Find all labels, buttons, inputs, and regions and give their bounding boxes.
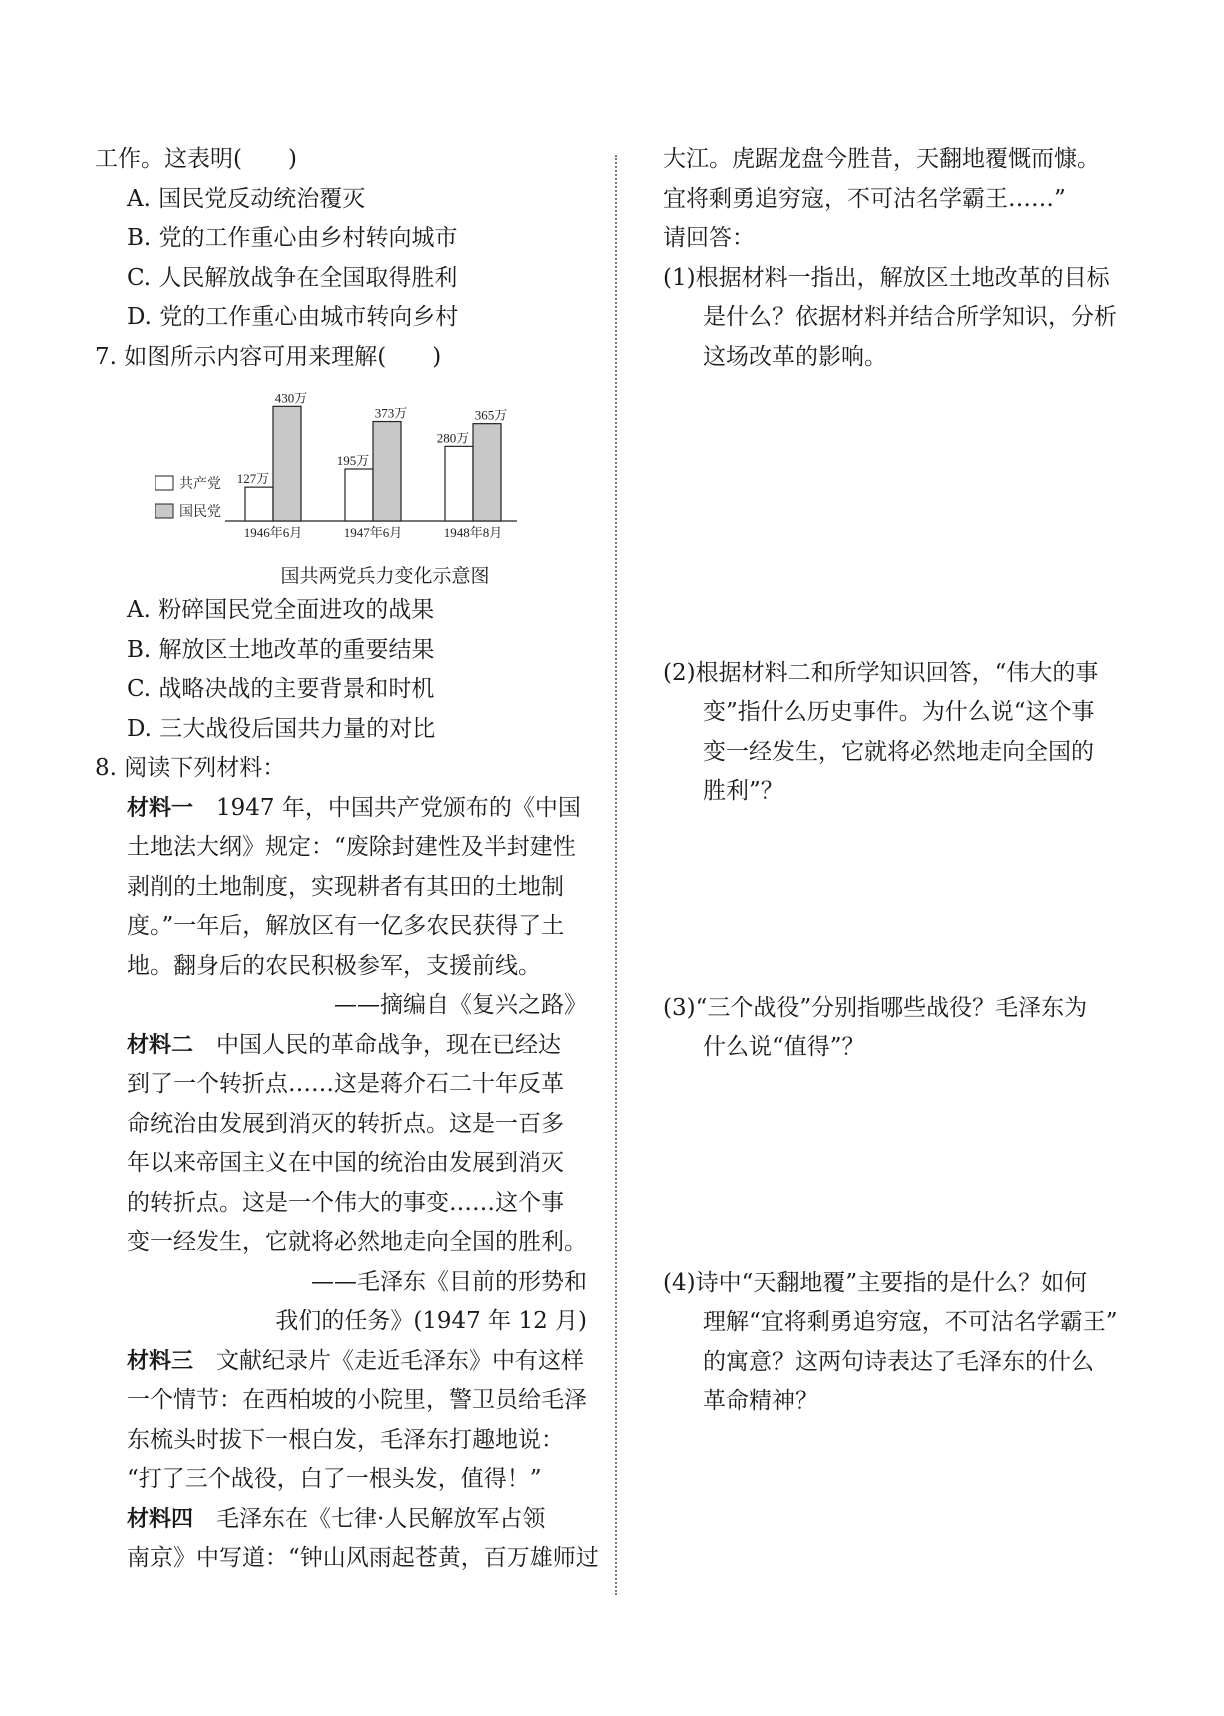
subquestion-4	[663, 1264, 1133, 1422]
material-2-line: 中国人民的革命战争，现在已经达	[193, 1031, 562, 1058]
subquestion-2	[663, 654, 1133, 989]
troop-chart	[155, 381, 675, 591]
material-1-first-line	[95, 789, 595, 829]
subquestion-line: 什么说“值得”？	[703, 1034, 865, 1060]
material-3-line: 一个情节：在西柏坡的小院里，警卫员给毛泽	[127, 1387, 587, 1413]
material-2-source: ——毛泽东《目前的形势和	[311, 1268, 587, 1295]
q7-option-d: D. 三大战役后国共力量的对比	[127, 715, 436, 742]
subquestion-line: (3)“三个战役”分别指哪些战役？毛泽东为	[663, 994, 1088, 1021]
material-3-label: 材料三	[127, 1348, 194, 1374]
data-label: 373万	[374, 405, 408, 421]
subquestion-line: 是什么？依据材料并结合所学知识，分析	[703, 304, 1117, 330]
material-2-line: 的转折点。这是一个伟大的事变……这个事	[127, 1189, 564, 1216]
q7-stem: 7. 如图所示内容可用来理解( )	[95, 343, 442, 370]
material-4-continued: 宜将剩勇追穷寇，不可沽名学霸王……”	[663, 185, 1066, 212]
subquestion-line: 革命精神？	[703, 1388, 818, 1414]
column-divider	[615, 155, 617, 1595]
bar-communist	[345, 469, 373, 521]
q6-option-c: C. 人民解放战争在全国取得胜利	[127, 264, 458, 291]
material-2-line: 命统治由发展到消灭的转折点。这是一百多	[127, 1110, 564, 1137]
subquestion-line: 理解“宜将剩勇追穷寇，不可沽名学霸王”	[703, 1309, 1118, 1335]
material-4-line: 南京》中写道：“钟山风雨起苍黄，百万雄师过	[127, 1545, 599, 1571]
answer-prompt: 请回答：	[663, 225, 755, 251]
troop-bar-chart	[155, 381, 535, 551]
bar-communist	[245, 487, 273, 521]
material-4-label: 材料四	[127, 1506, 194, 1532]
x-tick-label: 1947年6月	[343, 525, 403, 540]
subquestion-1	[663, 259, 1133, 654]
q7-option-c: C. 战略决战的主要背景和时机	[127, 676, 435, 702]
material-1-line: 土地法大纲》规定：“废除封建性及半封建性	[127, 834, 576, 860]
subquestion-line: 的寓意？这两句诗表达了毛泽东的什么	[703, 1348, 1094, 1375]
q6-option-d: D. 党的工作重心由城市转向乡村	[127, 304, 459, 330]
right-column	[663, 140, 1133, 1422]
legend-label: 国民党	[179, 505, 221, 520]
q6-option-a: A. 国民党反动统治覆灭	[127, 185, 366, 212]
bar-kmt	[373, 422, 401, 521]
material-2-source: 我们的任务》(1947 年 12 月)	[275, 1308, 587, 1334]
material-1-label: 材料一	[127, 795, 194, 821]
material-2-line: 到了一个转折点……这是蒋介石二十年反革	[127, 1071, 564, 1097]
bar-kmt	[473, 424, 501, 521]
left-column	[95, 140, 599, 1579]
subquestion-3	[663, 989, 1133, 1264]
material-1-line: 1947 年，中国共产党颁布的《中国	[193, 794, 581, 821]
subquestion-line: (1)根据材料一指出，解放区土地改革的目标	[663, 264, 1110, 291]
subquestion-line: (4)诗中“天翻地覆”主要指的是什么？如何	[663, 1269, 1088, 1296]
data-label: 365万	[474, 407, 508, 423]
q6-tail: 工作。这表明( )	[95, 146, 297, 172]
material-2-line: 变一经发生，它就将必然地走向全国的胜利。	[127, 1229, 587, 1255]
legend-swatch	[155, 504, 173, 518]
q6-option-b: B. 党的工作重心由乡村转向城市	[127, 225, 458, 251]
material-2-first-line	[95, 1026, 595, 1066]
x-tick-label: 1946年6月	[243, 525, 303, 540]
material-4-line: 毛泽东在《七律·人民解放军占领	[193, 1505, 546, 1532]
material-2-line: 年以来帝国主义在中国的统治由发展到消灭	[127, 1150, 564, 1176]
material-4-continued: 大江。虎踞龙盘今胜昔，天翻地覆慨而慷。	[663, 146, 1100, 172]
material-1-line: 度。”一年后，解放区有一亿多农民获得了土	[127, 913, 565, 939]
subquestion-line: 这场改革的影响。	[703, 343, 887, 370]
material-1-line: 剥削的土地制度，实现耕者有其田的土地制	[127, 873, 564, 900]
x-tick-label: 1948年8月	[443, 525, 503, 540]
chart-title: 国共两党兵力变化示意图	[280, 565, 490, 587]
q8-stem: 8. 阅读下列材料：	[95, 755, 286, 781]
subquestion-line: 变一经发生，它就将必然地走向全国的	[703, 738, 1094, 765]
material-4-first-line	[95, 1500, 595, 1540]
data-label: 195万	[336, 453, 370, 468]
subquestion-line: (2)根据材料二和所学知识回答，“伟大的事	[663, 659, 1099, 686]
legend-swatch	[155, 476, 173, 490]
material-3-line: 文献纪录片《走近毛泽东》中有这样	[193, 1347, 585, 1374]
data-label: 280万	[436, 430, 470, 446]
material-3-line: 东梳头时拔下一根白发，毛泽东打趣地说：	[127, 1426, 564, 1453]
material-1-line: 地。翻身后的农民积极参军，支援前线。	[127, 952, 541, 979]
bar-kmt	[273, 406, 301, 521]
material-2-label: 材料二	[127, 1032, 194, 1058]
material-1-source: ——摘编自《复兴之路》	[334, 992, 587, 1018]
subquestion-line: 变”指什么历史事件。为什么说“这个事	[703, 699, 1095, 725]
subquestion-line: 胜利”？	[703, 778, 784, 804]
legend-label: 共产党	[179, 477, 221, 492]
material-3-line: “打了三个战役，白了一根头发，值得！”	[127, 1466, 542, 1492]
data-label: 127万	[236, 471, 270, 487]
data-label: 430万	[274, 390, 308, 406]
q7-option-b: B. 解放区土地改革的重要结果	[127, 636, 435, 663]
q7-option-a: A. 粉碎国民党全面进攻的战果	[127, 597, 435, 623]
material-3-first-line	[95, 1342, 595, 1382]
bar-communist	[445, 446, 473, 521]
